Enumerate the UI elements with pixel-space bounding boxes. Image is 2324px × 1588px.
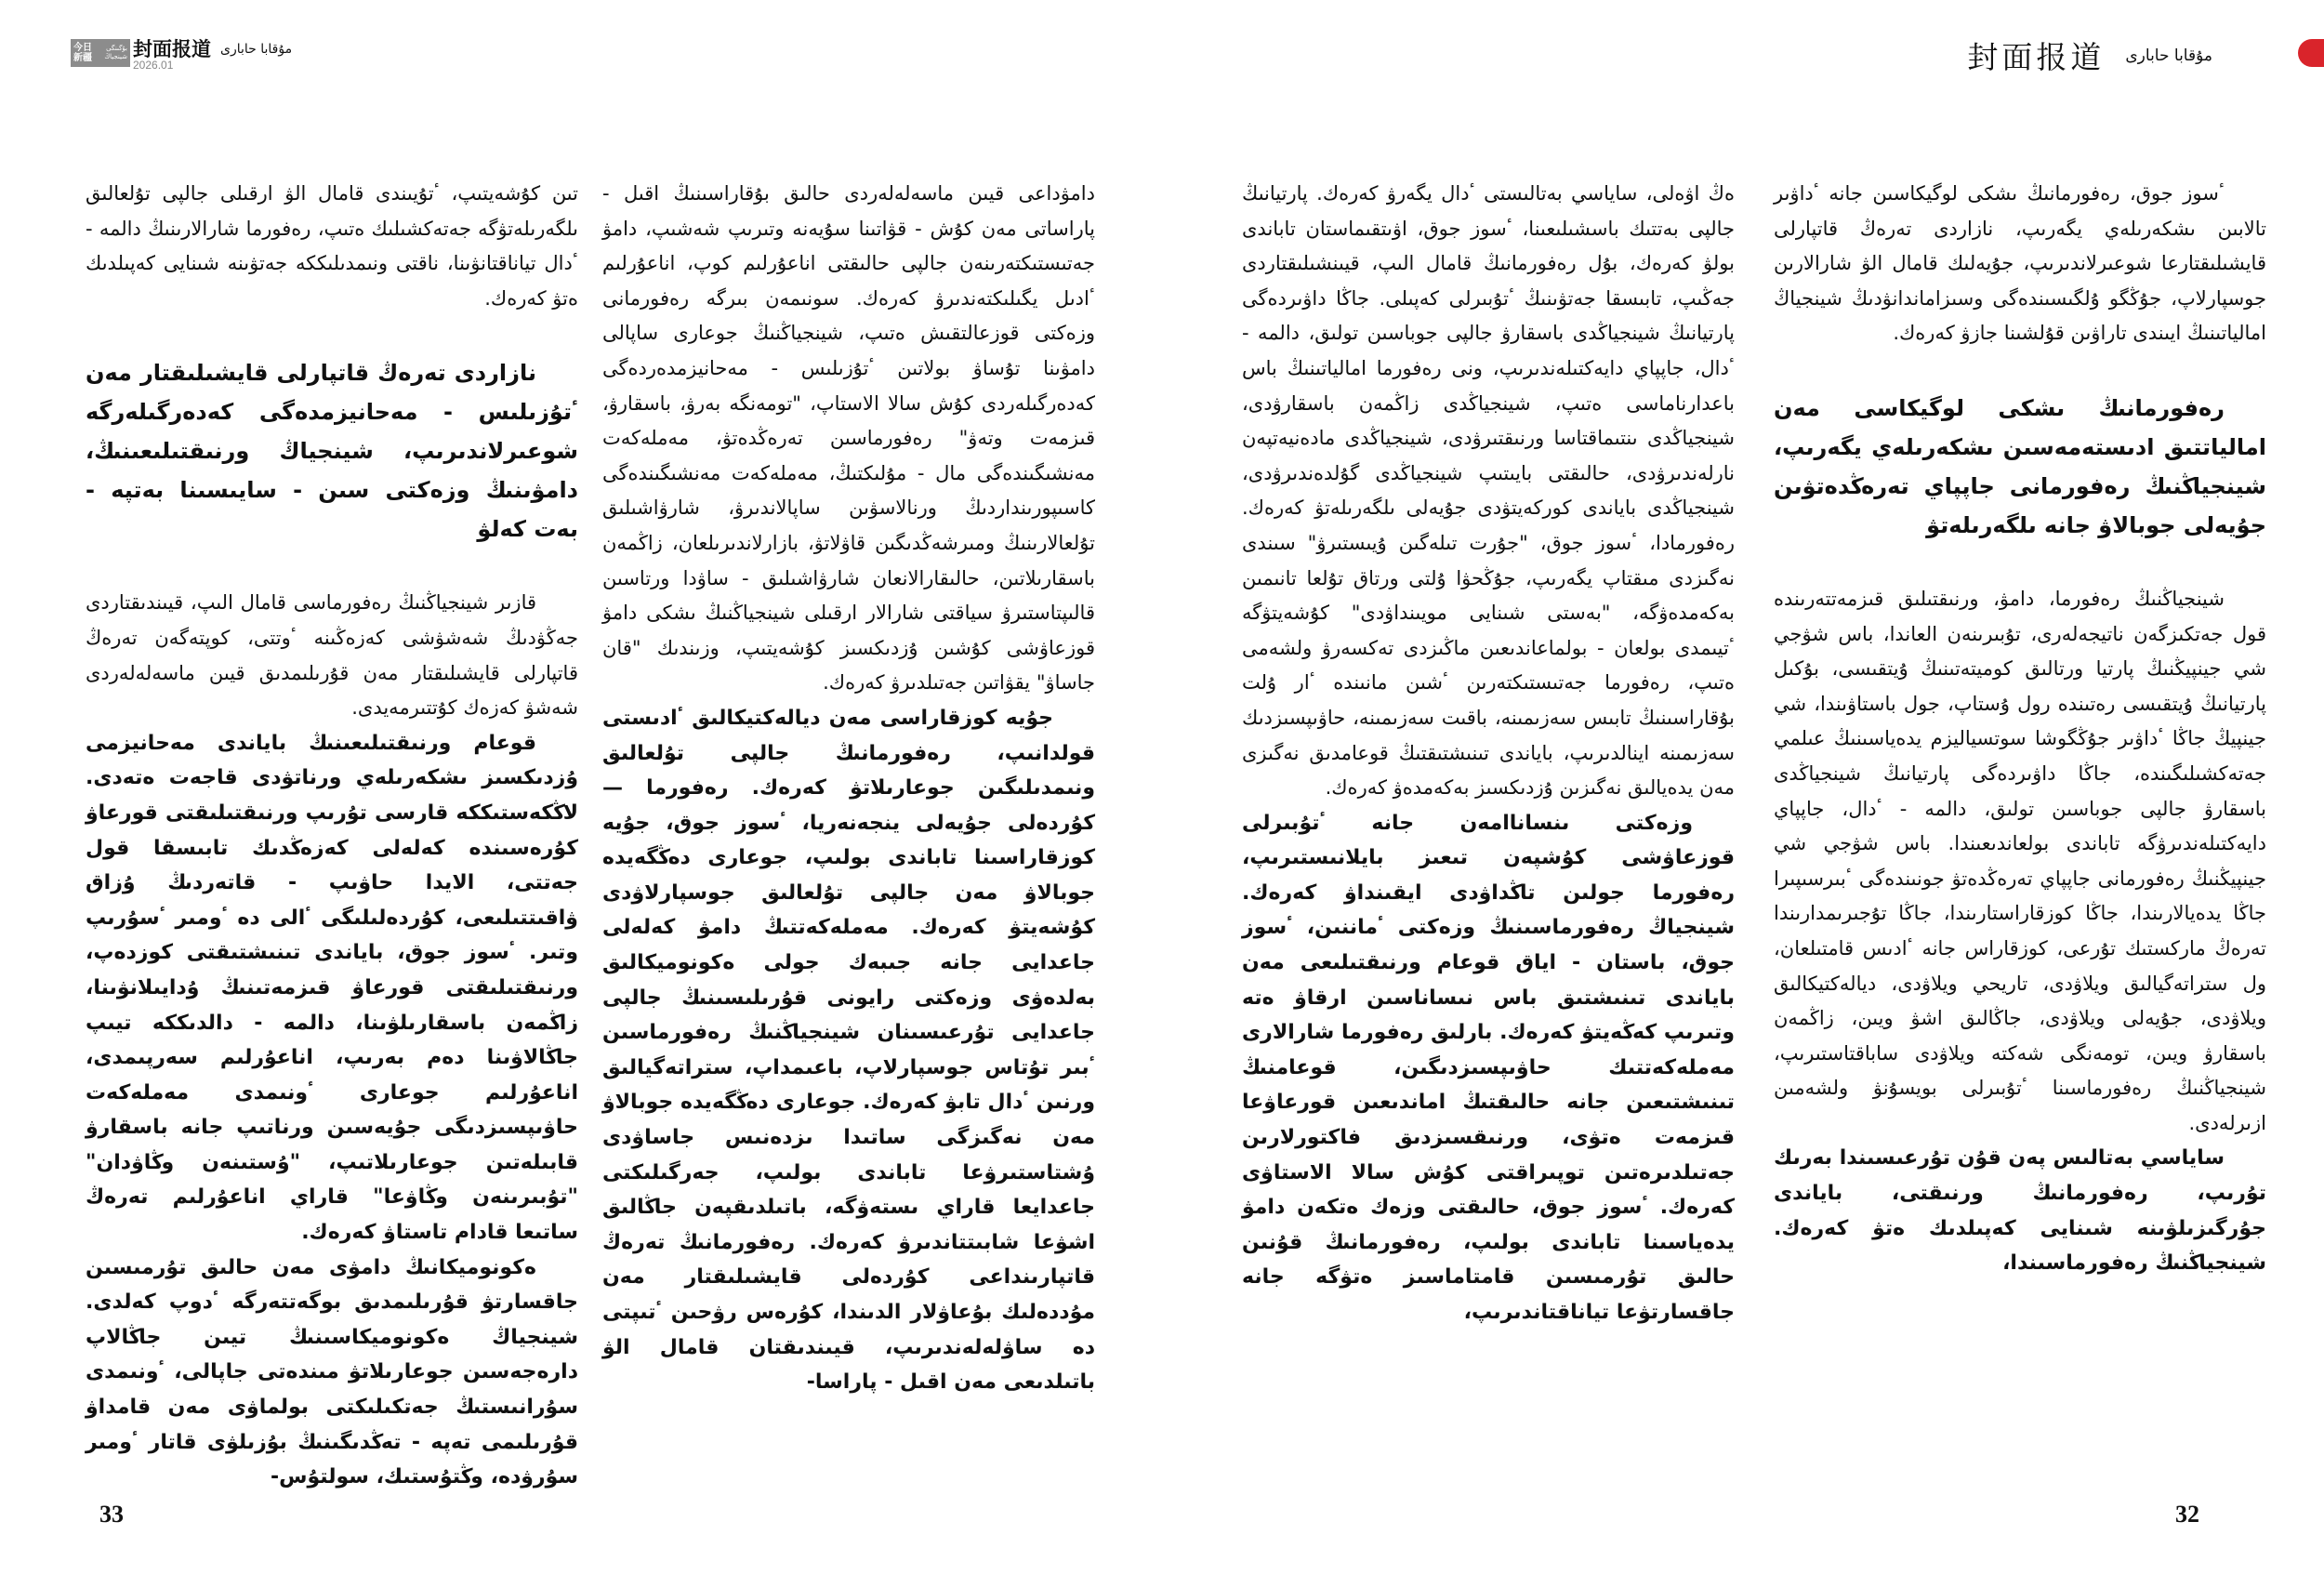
paragraph-lead: ساياسي بەتالىس پەن قۇن تۇرعىسىندا بەرىك تۇرىپ، رەفورمانىڭ ورنىقتى، باياندى جۇرگىزىلۋىنە شىنايى كەپىلدىك ەتۋ كەرەك. شينجياڭنىڭ رەفورماسىندا، <box>1774 1146 2266 1276</box>
paragraph-lead: قوعام ورنىقتىلىعىنىڭ باياندى مەحانيزمى ۇزدىكسىز ىشكەرىلەي ورناتۋدى قاجەت ەتەدى. لاڭكەستىككە قارسى تۇرىپ ورنىقتىلىقتى قورعاۋ كۇرەسىندە كەلەلى كەزەڭدىك تابىسقا قول جەتتى، الايدا حاۋىپ - قاتەردىڭ ۇزاق ۋاقىتتىلىعى، كۇردەلىلىگى ٴالى دە ٴومىر ٴسۇرىپ وتىر. ٴسوز جوق، باياندى تىنىشتىقتى كوزدەپ، ورنىقتىلىقتى قورعاۋ قىزمەتىنىڭ ۇدايىلانۋىنا، زاڭمەن باسقارىلۋىنا، دالمە - دالدىككە تيىپ جاڭالاۋىنا دەم بەرىپ، اناعۇرلىم سەرپىمدى، اناعۇرلىم جوعارى ٴونىمدى مەملەكەت حاۋىپسىزدىگى جۇيەسىن ورناتىپ جانە باسقارۋ قابىلەتىن جوعارىلاتىپ، "ۇستىنەن وڭاۋدان" "تۇبىرىنەن وڭاۋعا" قاراي اناعۇرلىم تەرەڭ ساتىعا قادام تاستاۋ كەرەك. <box>86 731 578 1245</box>
paragraph: قازىر شينجياڭنىڭ رەفورماسى قامال الىپ، قيىندىقتاردى جەڭۋدىڭ شەشۋشى كەزەڭىنە ٴوتتى، كوپتەگەن تەرەڭ قاتپارلى قايشىلىقتار مەن قۇرىلىمدىق قيىن ماسەلەلەردى شەشۋ كەزەك كۇتتىرمەيدى. <box>86 591 578 720</box>
section-title-kazakh-right: مۇقابا حاباری <box>2125 46 2212 65</box>
page-header-left <box>71 39 292 71</box>
page-header-right <box>1967 33 2212 77</box>
paragraph: ٴسوز جوق، رەفورمانىڭ ىشكى لوگيكاسىن جانە ٴداۋىر تالابىن ىشكەرىلەي يگەرىپ، نازاردى تەرەڭ قاتپارلى قايشىلىقتارعا شوعىرلاندىرىپ، جۇيەلىك قامال الۋ شارالارىن جوسپارلاپ، جۇڭگو ۇلگىسىندەگى وسىزاماندانۋدىڭ شينجياڭ امالياتىنىڭ ايىندى تاراۋىن قۇلشىنا جازۋ كەرەك. <box>1774 182 2266 345</box>
paragraph: ەڭ اۋەلى، ساياسي بەتالىستى ٴدال يگەرۋ كەرەك. پارتيانىڭ جالپى بەتتىك باسشىلىعىنا، ٴسوز جوق، اۋىتقىماستان تاباندى بولۋ كەرەك، بۇل رەفورمانىڭ قامال الىپ، قيىنشىلىقتاردى جەڭىپ، تابىسقا جەتۋىنىڭ ٴتۇبىرلى كەپىلى. جاڭا داۋىردەگى پارتيانىڭ شينجياڭدى باسقارۋ جالپى جوباسىن تولىق، دالمە - ٴدال، جاپپاي دايەكتىلەندىرىپ، ونى رەفورما امالياتىنىڭ باس باعدارناماسى ەتىپ، شينجياڭدى زاڭمەن باسقارۋدى، شينجياڭدى ىنتىماقتاسا ورنىقتىرۋدى، شينجياڭدى مادەنيەتپەن نارلەندىرۋدى، حالىقتى بايىتىپ شينجياڭدى گۇلدەندىرۋدى، شينجياڭدى باياندى كوركەيتۋدى جۇيەلى ىلگەرىلەتۋ كەرەك. رەفورمادا، ٴسوز جوق، "جۇرت تىلەگىن ۇيىستىرۋ" سىندى نەگىزدى مىقتاپ يگەرىپ، جۇڭحۋا ۇلتى ورتاق تۇلعا تانىمىن بەكەمدەۋگە، "بەستى شىنايى مويىنداۋدى" كۇشەيتۋگە ٴتيىمدى بولعان - بولماعاندىعىن ماڭىزدى تەكسەرۋ ولشەمى ەتىپ، رەفورما جەتىستىكتەرىن ٴشىن مانىندە ٴار ۇلت بۇقاراسىنىڭ تابىس سەزىمىنە، باقىت سەزىمىنە، حاۋىپسىزدىك سەزىمىنە اينالدىرىپ، باياندى تىنىشتىقتىڭ قوعامدىق نەگىزى مەن يدەيالىق نەگىزىن ۇزدىكسىز بەكەمدەۋ كەرەك. <box>1242 182 1735 800</box>
logo-kazakh-text: بۇگىنگى شينجياڭ <box>104 45 127 60</box>
page-number-right: 32 <box>2175 1501 2199 1528</box>
article-column-1 <box>86 177 578 1495</box>
paragraph-lead: ەكونوميكانىڭ دامۋى مەن حالىق تۇرمىسىن جاقسارتۋ قۇرىلىمدىق بوگەتتەرگە ٴدوپ كەلدى. شينجياڭ ەكونوميكاسىنىڭ تيىن جاڭالاپ دارەجەسىن جوعارىلاتۋ مىندەتى جاپالى، ٴونىمدى سۇرانىستىڭ جەتكىلىكتى بولماۋى مەن قامداۋ قۇرىلىمى تەپە - تەڭدىگىنىڭ بۇزىلۋى قاتار ٴومىر سۇرۋدە، وڭتۇستىك، سولتۇس- <box>86 1255 578 1489</box>
section-title-kazakh: مۇقابا حاباری <box>220 42 293 57</box>
paragraph-lead: جۇيە كوزقاراسى مەن ديالەكتيكالىق ٴادىستى قولدانىپ، رەفورمانىڭ جالپى تۇلعالىق ونىمدىلىگىن جوعارىلاتۋ كەرەك. رەفورما — كۇردەلى جۇيەلى ينجەنەريا، ٴسوز جوق، جۇيە كوزقاراسىنا تاباندى بولىپ، جوعارى دەڭگەيدە جوبالاۋ مەن جالپى تۇلعالىق جوسپارلاۋدى كۇشەيتۋ كەرەك. مەملەكەتتىڭ دامۋ كەلەلى جاعدايى جانە جىبەك جولى ەكونوميكالىق بەلدەۋى وزەكتى رايونى قۇرىلىسىنىڭ جالپى جاعدايى تۇرعىسىنان شينجياڭنىڭ رەفورماسىن ٴبىر تۇتاس جوسپارلاپ، باعىمداپ، ستراتەگيالىق ورنىن ٴدال تابۋ كەرەك. جوعارى دەڭگەيدە جوبالاۋ مەن نەگىزگى ساتىدا ىزدەنىس جاساۋدى ۇشتاستىرۋعا تاباندى بولىپ، جەرگىلىكتى جاعدايعا قاراي ىستەۋگە، باتىلدىقپەن جاڭالىق اشۋعا شابىتتاندىرۋ كەرەك. رەفورمانىڭ تەرەڭ قاتپارىنداعى كۇردەلى قايشىلىقتار مەن مۇددەلىك بۇعاۋلار الدىندا، كۇرەس رۋحىن ٴتىپتى دە ساۋلەلەندىرىپ، قيىندىقتان قامال الۋ باتىلدىعى مەن اقىل - پاراسا- <box>602 706 1095 1395</box>
issue-date: 2026.01 <box>133 59 174 72</box>
paragraph: دامۋداعى قيىن ماسەلەلەردى حالىق بۇقاراسىنىڭ اقىل - پاراساتى مەن كۇش - قۋاتىنا سۇيەنە وتىرىپ شەشىپ، دامۋ جەتىستىكتەرىنەن جالپى حالىقتى اناعۇرلىم كوپ، اناعۇرلىم ٴادىل يگىلىكتەندىرۋ كەرەك. سونىمەن بىرگە رەفورمانى وزەكتى قوزعالتقىش ەتىپ، شينجياڭنىڭ جوعارى ساپالى دامۋىنا تۇساۋ بولاتىن ٴتۇزىلىس - مەحانيزمدەردەگى كەدەرگىلەردى كۇش سالا الاستاپ، "تومەنگە بەرۋ، باسقارۋ، قىزمەت وتەۋ" رەفورماسىن تەرەڭدەتۋ، مەملەكەت مەنشىگىندەگى مال - مۇلىكتىڭ، مەملەكەت مەنشىگىندەگى كاسىپورىنداردىڭ ورنالاسۋىن ساپالاندىرۋ، شارۋاشىلىق تۇلعالارىنىڭ ومىرشەڭدىگىن قاۋلاتۋ، بازارلاندىرىلعان، زاڭمەن باسقارىلاتىن، حالىقارالانعان شارۋاشىلىق - ساۋدا ورتاسىن قالىپتاستىرۋ سياقتى شارالار ارقىلى شينجياڭنىڭ ىشكى دامۋ قوزعاۋشى كۇشىن ۇزدىكسىز كۇشەيتىپ، وزىندىك "قان جاساۋ" يقۋاتىن جەتىلدىرۋ كەرەك. <box>602 182 1095 695</box>
paragraph-lead: وزەكتى ىنساناامەن جانە ٴتۇبىرلى قوزعاۋشى كۇشپەن تىعىز بايلانىستىرىپ، رەفورما جولىن تاڭداۋدى ايقىنداۋ كەرەك. شينجياڭ رەفورماسىنىڭ وزەكتى ٴماننىن، ٴسوز جوق، باستان - اياق قوعام ورنىقتىلىعى مەن باياندى تىنىشتىق باس نىساناسىن ارقاۋ ەتە وتىرىپ كەڭەيتۋ كەرەك. بارلىق رەفورما شارالارى مەملەكەتتىك حاۋىپسىزدىگىن، قوعامنىڭ تىنىشتىعىن جانە حالىقتىڭ اماندىعىن قورعاۋعا قىزمەت ەتۋى، ورنىقسىزدىق فاكتورلارىن جەتىلدىرەتىن توپىراقتى كۇش سالا الاستاۋى كەرەك. ٴسوز جوق، حالىقتى وزەك ەتكەن دامۋ يدەياسىنا تاباندى بولىپ، رەفورمانىڭ قۇنىن حالىق تۇرمىسىن قامتاماسىز ەتۋگە جانە جاقسارتۋعا تياناقتاندىرىپ، <box>1242 811 1735 1324</box>
section-title-chinese: 封面报道 <box>133 38 211 60</box>
page-number-left: 33 <box>99 1501 124 1528</box>
section-title-chinese-right: 封面报道 <box>1967 39 2106 75</box>
subheading: نازاردى تەرەڭ قاتپارلى قايشىلىقتار مەن ٴتۇزىلىس - مەحانيزمدەگى كەدەرگىلەرگە شوعىرلاندىرىپ، شينجياڭ ورنىقتىلىعىنىڭ، دامۋىنىڭ وزەكتى سىن - سايىسىنا بەتپە - بەت كەلۋ <box>86 360 578 543</box>
article-column-3 <box>1242 177 1735 1330</box>
paragraph: شينجياڭنىڭ رەفورما، دامۋ، ورنىقتىلىق قىزمەتتەرىندە قول جەتكىزگەن ناتيجەلەرى، تۇبىرىنەن العاندا، باس شۋجي شي جينپيڭنىڭ پارتيا ورتالىق كوميتەتىنىڭ ۇيتقىسى، بۇكىل پارتيانىڭ ۇيتقىسى رەتىندە رول ۇستاپ، جول باستاۋىندا، شي جينپيڭ جاڭا ٴداۋىر جۇڭگوشا سوتسياليزم يدەياسىنىڭ عىلمي جەتەكشىلىگىندە، جاڭا داۋىردەگى پارتيانىڭ شينجياڭدى باسقارۋ جالپى جوباسىن تولىق، دالمە - ٴدال، جاپپاي دايەكتىلەندىرۋگە تاباندى بولعاندىعىندا. باس شۋجي شي جينپيڭنىڭ رەفورمانى جاپپاي تەرەڭدەتۋ جونىندەگى ٴبىرسىپىرا جاڭا يدەيالارىندا، جاڭا كوزقاراستارىندا، جاڭا تۇجىرىمدارىندا تەرەڭ ماركستىك تۇرعى، كوزقاراس جانە ٴادىس قامتىلعان، ول ستراتەگيالىق ويلاۋدى، تاريحي ويلاۋدى، ديالەكتيكالىق ويلاۋدى، جۇيەلى ويلاۋدى، جاڭالىق اشۋ ويىن، زاڭمەن باسقارۋ ويىن، تومەنگى شەكتە ويلاۋدى ساباقتاستىرىپ، شينجياڭنىڭ رەفورماسىنا ٴتۇبىرلى بويسۇنۋ ولشەمىن ازىرلەدى. <box>1774 587 2266 1134</box>
magazine-logo <box>71 39 130 67</box>
article-column-4 <box>1774 177 2266 1281</box>
logo-chinese-text: 今日新疆 <box>73 43 92 63</box>
section-tab-marker <box>2298 39 2324 67</box>
article-column-2 <box>602 177 1095 1400</box>
paragraph: تىن كۇشەيتىپ، ٴتۇيىندى قامال الۋ ارقىلى جالپى تۇلعالىق ىلگەرىلەتۋگە جەتەكشىلىك ەتىپ، رەفورما شارالارىنىڭ دالمە - ٴدال تياناقتانۋىنا، ناقتى ونىمدىلىككە جەتۋىنە شىنايى كەپىلدىك ەتۋ كەرەك. <box>86 182 578 310</box>
subheading: رەفورمانىڭ ىشكى لوگيكاسى مەن امالياتتىق ادىستەمەسىن ىشكەرىلەي يگەرىپ، شينجياڭنىڭ رەفورمانى جاپپاي تەرەڭدەتۋىن جۇيەلى جوبالاۋ جانە ىلگەرىلەتۋ <box>1774 394 2266 538</box>
